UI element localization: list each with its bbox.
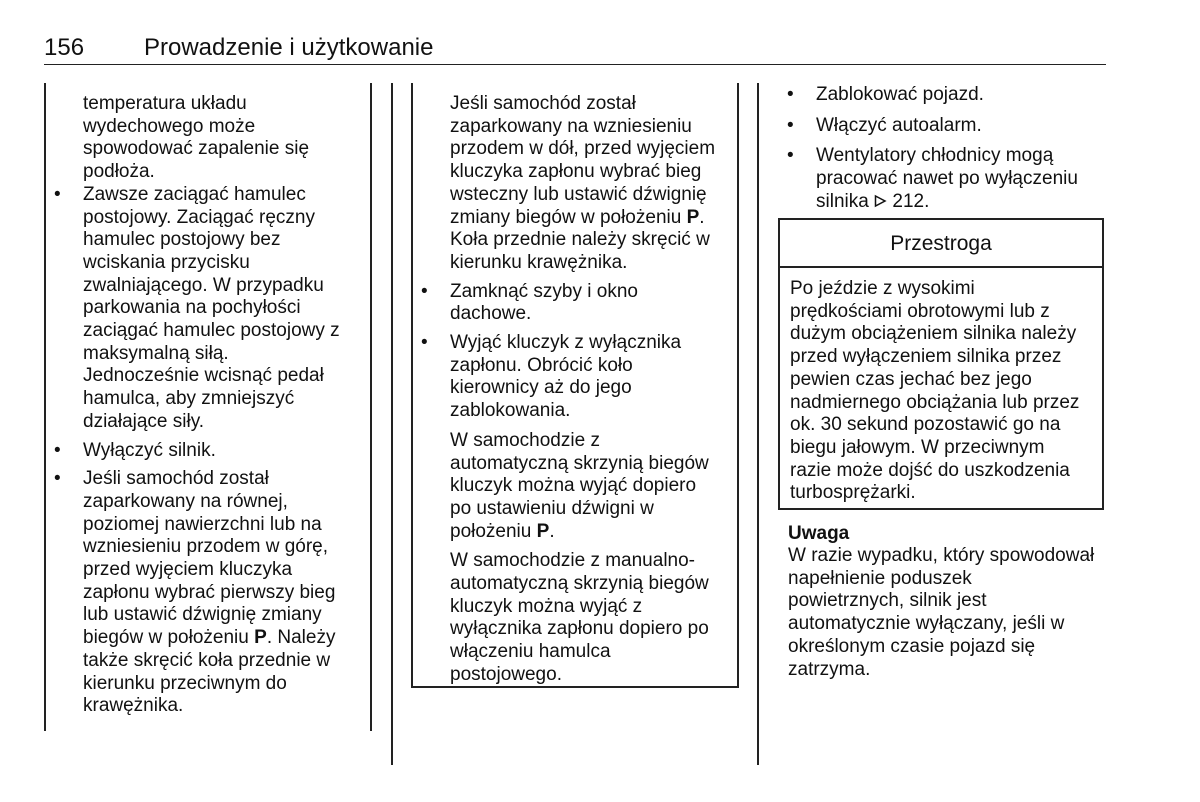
text-line: hamulca, aby zmniejszyć (83, 388, 295, 410)
text-line: poziomej nawierzchni lub na (83, 513, 322, 535)
text-line: wsteczny lub ustawić dźwignię (450, 183, 707, 205)
bullet: • (787, 145, 794, 167)
text-line: kluczyka zapłonu wybrać bieg (450, 161, 702, 183)
caution-box (778, 218, 1104, 510)
text-line: Wyłączyć silnik. (83, 439, 216, 461)
text-line: przed wyłączeniem silnika przez (790, 346, 1062, 368)
text-line: spowodować zapalenie się (83, 138, 310, 160)
text-line: określonym czasie pojazd się (788, 635, 1036, 657)
text-line: zaciągać hamulec postojowy z (83, 320, 340, 342)
text-line: dachowe. (450, 303, 532, 325)
column-2-left-rule (411, 83, 413, 688)
bullet: • (54, 183, 61, 205)
text-line: maksymalną siłą. (83, 342, 229, 364)
text-line: także skręcić koła przednie w (83, 649, 331, 671)
gear-position-label: P (254, 627, 267, 649)
text-line-with-bold: biegów w położeniu P. Należy (83, 627, 336, 649)
text-line: kierunku przeciwnym do (83, 672, 287, 694)
text-line: kluczyk można wyjąć dopiero (450, 475, 697, 497)
text-line: parkowania na pochyłości (83, 297, 301, 319)
bullet: • (787, 114, 794, 136)
list-item-radiator-fans (787, 145, 1107, 213)
text-line: Koła przednie należy skręcić w (450, 229, 710, 251)
text-line: pracować nawet po wyłączeniu (816, 168, 1078, 190)
note-heading: Uwaga (788, 523, 850, 544)
section-title: Prowadzenie i użytkowanie (144, 34, 434, 61)
text-line: Zablokować pojazd. (816, 84, 984, 105)
text-line: powietrznych, silnik jest (788, 590, 987, 612)
header-rule (44, 64, 1106, 65)
caution-text (780, 268, 1102, 505)
list-item-level-parking (54, 468, 364, 718)
gear-position-label: P (536, 520, 550, 542)
list-item-engine-off (54, 440, 364, 463)
text-line: zwalniającego. W przypadku (83, 274, 324, 296)
column-divider-2 (757, 83, 759, 765)
list-item-alarm (787, 115, 1107, 138)
text-line: dużym obciążeniem silnika należy (790, 323, 1077, 345)
text-line: Po jeździe z wysokimi (790, 278, 975, 299)
text-line: temperatura układu (83, 93, 247, 114)
page-number: 156 (44, 34, 85, 61)
continued-paragraph (421, 93, 733, 275)
text-line: zapłonu. Obrócić koło (450, 354, 633, 376)
bullet: • (787, 84, 794, 105)
text-line: razie może dojść do uszkodzenia (790, 459, 1070, 481)
text-line: Wyjąć kluczyk z wyłącznika (450, 332, 682, 354)
text-line: wzniesieniu przodem w górę, (83, 536, 329, 558)
text-line: po ustawieniu dźwigni w (450, 497, 654, 519)
text-line: włączeniu hamulca (450, 641, 611, 663)
page-header (44, 34, 1104, 66)
list-item-remove-key (421, 332, 733, 423)
column-2 (421, 93, 733, 687)
text-line: wciskania przycisku (83, 251, 250, 273)
bullet: • (54, 468, 61, 490)
text-line: kluczyk można wyjąć z (450, 595, 643, 617)
automatic-transmission-note (421, 430, 733, 544)
manual-automatic-transmission-note (421, 550, 733, 686)
text-line: zaparkowany na wzniesieniu (450, 115, 692, 137)
text-line: automatycznie wyłączany, jeśli w (788, 613, 1065, 635)
text-line: Jednocześnie wcisnąć pedał (83, 365, 324, 387)
bullet: • (421, 332, 428, 354)
column-1-left-rule (44, 83, 46, 731)
list-item-close-windows (421, 281, 733, 326)
gear-position-label: P (686, 206, 700, 228)
text-line: przed wyjęciem kluczyka (83, 559, 293, 581)
text-line-with-bold: zmiany biegów w położeniu P. (450, 206, 705, 228)
text-line: pewien czas jechać bez jego (790, 368, 1032, 390)
bullet: • (54, 439, 61, 461)
list-item-lock-vehicle (787, 84, 1107, 107)
text-line-with-reference: silnika 212. (816, 190, 930, 212)
text-line: Zamknąć szyby i okno (450, 280, 638, 302)
text-line: zaparkowany na równej, (83, 490, 288, 512)
text-line: zapłonu wybrać pierwszy bieg (83, 581, 336, 603)
text-line: zablokowania. (450, 400, 571, 422)
text-line: prędkościami obrotowymi lub z (790, 300, 1050, 322)
text-line: turbosprężarki. (790, 482, 916, 504)
text-line: kierownicy aż do jego (450, 377, 632, 399)
bullet: • (421, 280, 428, 302)
text-line: automatyczną skrzynią biegów (450, 452, 709, 474)
column-1 (54, 93, 364, 718)
column-2-right-rule (737, 83, 739, 688)
text-line: zatrzyma. (788, 658, 871, 680)
caution-title: Przestroga (780, 220, 1102, 268)
text-line: Jeśli samochód został (83, 468, 269, 490)
text-line: przodem w dół, przed wyjęciem (450, 138, 716, 160)
text-line: działające siły. (83, 410, 205, 432)
note-text (788, 545, 1108, 681)
text-line: W razie wypadku, który spowodował (788, 545, 1095, 566)
text-line: wydechowego może (83, 115, 256, 137)
text-line: krawężnika. (83, 695, 184, 717)
text-line: ok. 30 sekund pozostawić go na (790, 414, 1061, 436)
text-line: postojowy. Zaciągać ręczny (83, 206, 315, 228)
text-line: postojowego. (450, 663, 562, 685)
column-divider-1 (391, 83, 393, 765)
continued-paragraph (54, 93, 364, 184)
reference-page-link[interactable]: 212 (892, 190, 925, 212)
text-line: Włączyć autoalarm. (816, 114, 982, 136)
text-line: lub ustawić dźwignię zmiany (83, 604, 322, 626)
text-line-with-bold: położeniu P. (450, 520, 555, 542)
text-line: biegu jałowym. W przeciwnym (790, 436, 1045, 458)
column-1-right-rule (370, 83, 372, 731)
text-line: hamulec postojowy bez (83, 229, 281, 251)
list-item-parking-brake (54, 184, 364, 434)
text-line: W samochodzie z (450, 429, 600, 451)
text-line: Jeśli samochód został (450, 93, 636, 114)
text-line: Wentylatory chłodnicy mogą (816, 145, 1054, 167)
text-line: Zawsze zaciągać hamulec (83, 183, 306, 205)
text-line: kierunku krawężnika. (450, 251, 628, 273)
page-reference-arrow-icon (874, 194, 887, 208)
column-3 (787, 84, 1107, 214)
text-line: wyłącznika zapłonu dopiero po (450, 618, 709, 640)
text-line: automatyczną skrzynią biegów (450, 573, 709, 595)
text-line: W samochodzie z manualno- (450, 550, 695, 572)
text-line: podłoża. (83, 161, 155, 183)
text-line: napełnienie poduszek (788, 567, 972, 589)
text-line: nadmiernego obciążania lub przez (790, 391, 1080, 413)
